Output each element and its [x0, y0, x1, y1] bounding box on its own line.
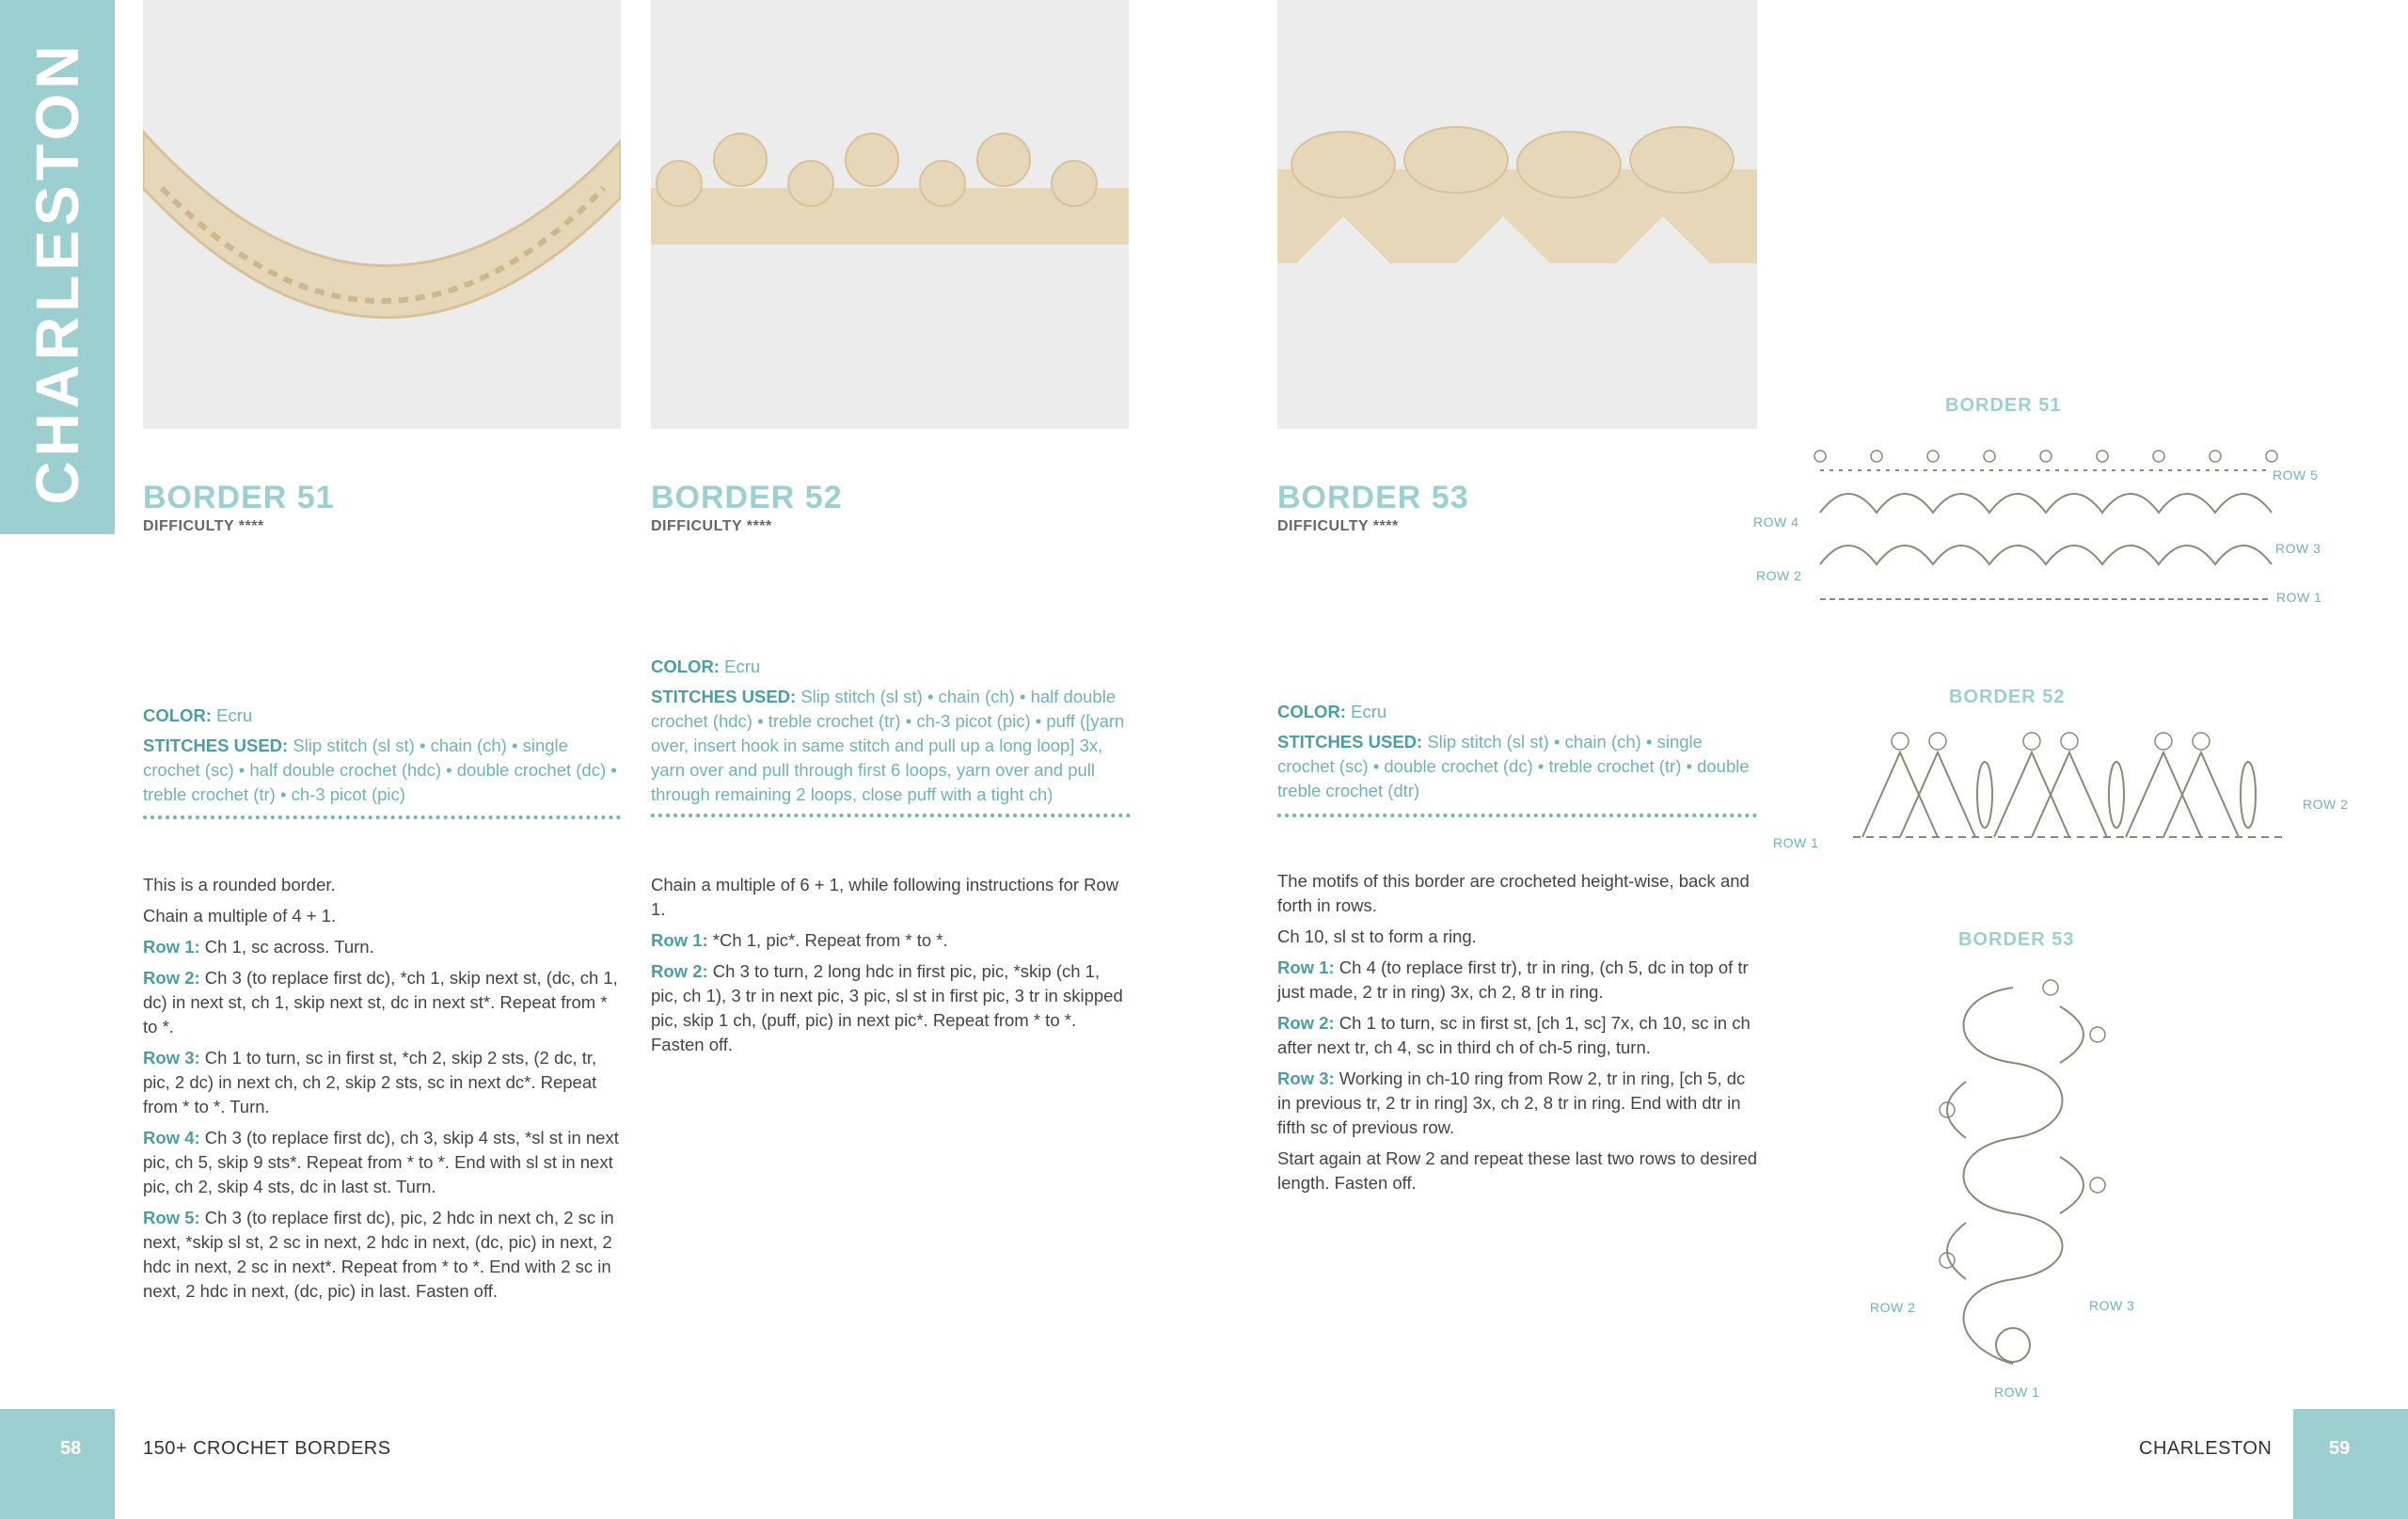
- border-51-instructions: This is a rounded border. Chain a multiple of 4 + 1. Row 1: Ch 1, sc across. Turn. Row 2: Ch 3 (to replace first dc), *ch 1, skip next st, (dc, ch 1, dc) in next st, ch 1, skip next st, dc in next st*. Repeat from * to *. Row 3: Ch 1 to turn, sc in first st, *ch 2, skip 2 sts, (2 dc, tr, pic, 2 dc) in next ch, ch 2, skip 2 sts, sc in next dc*. Repeat from * to *. Turn. Row 4: Ch 3 (to replace first dc), ch 3, skip 4 sts, *sl st in next pic, ch 5, skip 9 sts*. Repeat from * to *. End with sl st in next pic, ch 2, skip 4 sts, dc in last st. Turn. Row 5: Ch 3 (to replace first dc), pic, 2 hdc in next ch, 2 sc in next, *skip sl st, 2 sc in next, 2 hdc in next, (dc, pic) in next, 2 hdc in next, 2 sc in next*. Repeat from * to *. End with 2 sc in next, 2 hdc in next, (dc, pic) in last. Fasten off.: [143, 875, 619, 1301]
- border-53-instructions: The motifs of this border are crocheted height-wise, back and forth in rows. Ch 10, sl st to form a ring. Row 1: Ch 4 (to replace first tr), tr in ring, (ch 5, dc in top of tr just made, 2 tr in ring) 3x, ch 2, 8 tr in ring. Row 2: Ch 1 to turn, sc in first st, [ch 1, sc] 7x, ch 10, sc in ch after next tr, ch 4, sc in third ch of ch-5 ring, turn. Row 3: Working in ch-10 ring from Row 2, tr in ring, [ch 5, dc in previous tr, 2 tr in ring] 3x, ch 2, 8 tr in ring. End with dtr in fifth sc of previous row. Start again at Row 2 and repeat these last two rows to desired length. Fasten off.: [1277, 871, 1758, 1193]
- chart-52-title: BORDER 52: [1949, 687, 2066, 707]
- chart-51-label: ROW 1: [2276, 590, 2322, 605]
- chart-53-label: ROW 1: [1994, 1385, 2040, 1400]
- page-number-left: 58: [60, 1438, 82, 1459]
- border-53-info: COLOR: Ecru STITCHES USED: Slip stitch (sl st) • chain (ch) • single crochet (sc) • double crochet (dc) • treble crochet (tr) • double treble crochet (dtr): [1277, 702, 1750, 800]
- border-52-instructions: Chain a multiple of 6 + 1, while following instructions for Row 1. Row 1: *Ch 1, pic*. Repeat from * to *. Row 2: Ch 3 to turn, 2 long hdc in first pic, pic, *skip (ch 1, pic, ch 1), 3 tr in next pic, 3 pic, sl st in first pic, 3 tr in skipped pic, skip 1 ch, (puff, pic) in next pic*. Repeat from * to *. Fasten off.: [651, 875, 1123, 1054]
- chart-51-label: ROW 2: [1756, 568, 1802, 583]
- border-53-chart: [1909, 969, 2145, 1383]
- chart-53-label: ROW 2: [1870, 1300, 1916, 1315]
- page-number-right: 59: [2329, 1438, 2351, 1459]
- chapter-title: CHARLESTON: [24, 40, 91, 505]
- footer-page-tab-right: [2293, 1409, 2408, 1519]
- separator: [1277, 814, 1757, 817]
- border-52-info: COLOR: Ecru STITCHES USED: Slip stitch (sl st) • chain (ch) • half double crochet (hdc) • treble crochet (tr) • ch-3 picot (pic) • puff ([yarn over, insert hook in same stitch and pull up a long loop] 3x, yarn over and pull through first 6 loops, yarn over and pull through remaining 2 loops, close puff with a tight ch): [651, 657, 1125, 804]
- border-51-photo: [143, 0, 621, 429]
- border-52-title: BORDER 52: [651, 480, 843, 515]
- chart-53-title: BORDER 53: [1958, 929, 2075, 950]
- footer-book-title: 150+ CROCHET BORDERS: [143, 1438, 391, 1459]
- border-53-difficulty: DIFFICULTY ****: [1277, 518, 1399, 534]
- chart-51-label: ROW 5: [2273, 467, 2319, 483]
- border-51-title: BORDER 51: [143, 480, 335, 515]
- footer-chapter-title: CHARLESTON: [2139, 1438, 2273, 1459]
- border-52-photo: [651, 0, 1129, 429]
- border-53-title: BORDER 53: [1277, 480, 1469, 515]
- separator: [143, 815, 621, 819]
- border-51-info: COLOR: Ecru STITCHES USED: Slip stitch (sl st) • chain (ch) • single crochet (sc) • half double crochet (hdc) • double crochet (dc) • treble crochet (tr) • ch-3 picot (pic): [143, 705, 617, 804]
- chart-53-label: ROW 3: [2089, 1298, 2135, 1313]
- chart-51-label: ROW 3: [2275, 541, 2321, 556]
- border-51-chart: [1801, 437, 2290, 625]
- chapter-tab: [0, 0, 115, 534]
- border-52-difficulty: DIFFICULTY ****: [651, 518, 772, 534]
- chart-52-label: ROW 2: [2303, 797, 2349, 812]
- border-52-chart: [1844, 724, 2295, 856]
- chart-51-title: BORDER 51: [1945, 395, 2062, 416]
- border-51-difficulty: DIFFICULTY ****: [143, 518, 264, 534]
- footer-page-tab-left: [0, 1409, 115, 1519]
- border-53-photo: [1277, 0, 1757, 429]
- chart-51-label: ROW 4: [1753, 514, 1799, 530]
- chart-52-label: ROW 1: [1773, 835, 1819, 850]
- separator: [651, 814, 1131, 817]
